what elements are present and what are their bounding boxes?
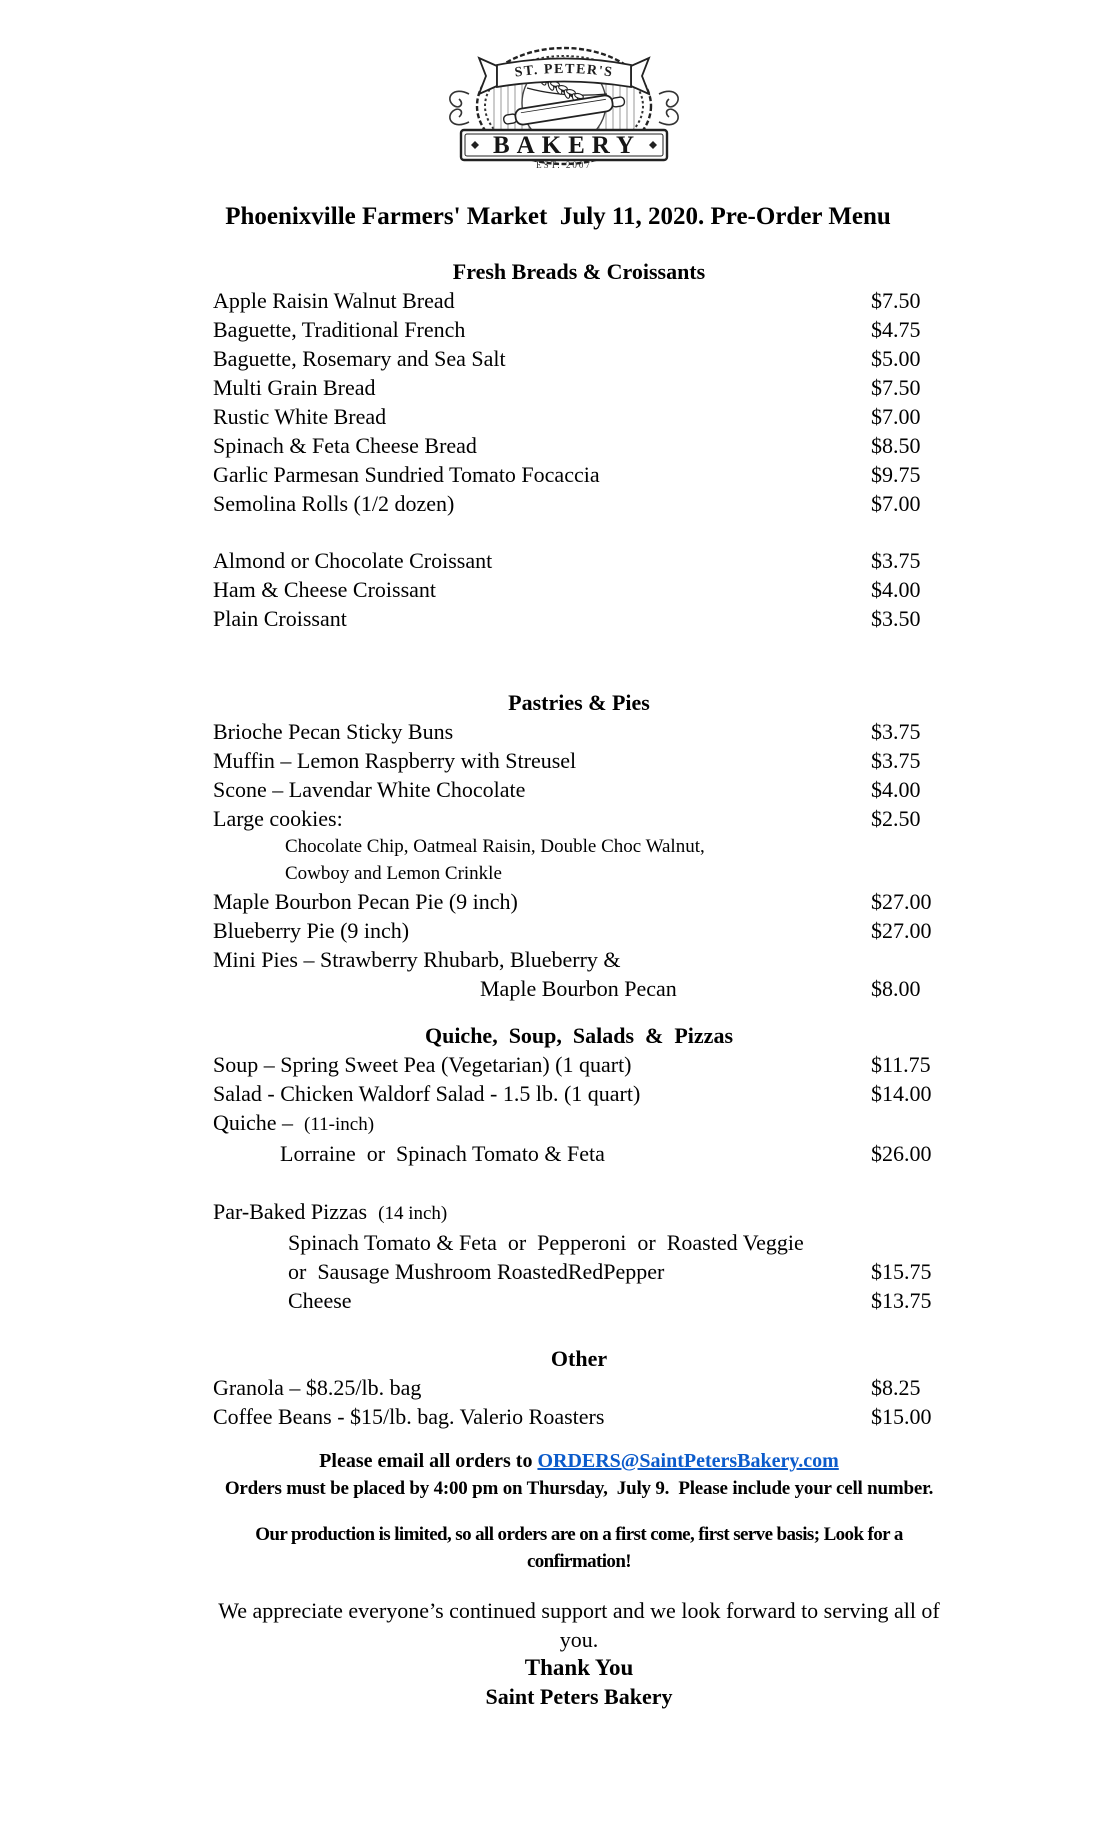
item-name: Ham & Cheese Croissant xyxy=(213,577,437,602)
item-price: $7.00 xyxy=(871,491,921,516)
item-name: Par-Baked Pizzas (14 inch) xyxy=(213,1199,448,1224)
logo-name-top: ST. PETER'S xyxy=(513,61,615,81)
menu-item-row xyxy=(213,575,945,604)
item-price: $4.75 xyxy=(871,317,921,342)
menu-item-row xyxy=(213,286,945,315)
item-price: $3.75 xyxy=(871,548,921,573)
item-name: Semolina Rolls (1/2 dozen) xyxy=(213,491,455,516)
item-name: Lorraine or Spinach Tomato & Feta xyxy=(280,1141,605,1166)
menu-item-row xyxy=(213,1079,945,1108)
menu-item-row xyxy=(213,1228,945,1257)
item-name: Soup – Spring Sweet Pea (Vegetarian) (1 quart) xyxy=(213,1052,632,1077)
item-price: $15.75 xyxy=(871,1259,932,1284)
item-price: $4.00 xyxy=(871,577,921,602)
item-price: $27.00 xyxy=(871,918,932,943)
spacer xyxy=(213,633,945,688)
menu-item-row xyxy=(213,344,945,373)
menu-item-row xyxy=(213,1402,945,1431)
menu-note-row xyxy=(213,833,945,860)
content-column xyxy=(213,257,945,1711)
menu-item-row xyxy=(213,804,945,833)
item-price xyxy=(871,833,945,860)
menu-item-row xyxy=(213,1050,945,1079)
item-price: $3.75 xyxy=(871,719,921,744)
thank-you-line: Thank You xyxy=(524,1655,634,1680)
menu-item-row xyxy=(213,746,945,775)
section-heading: Quiche, Soup, Salads & Pizzas xyxy=(424,1023,734,1048)
item-name: or Sausage Mushroom RoastedRedPepper xyxy=(288,1259,665,1284)
item-price xyxy=(871,1197,945,1228)
item-name: Apple Raisin Walnut Bread xyxy=(213,288,455,313)
bakery-logo xyxy=(439,46,689,170)
page-title: Phoenixville Farmers' Market July 11, 2020. Pre-Order Menu xyxy=(225,203,891,230)
item-name: Granola – $8.25/lb. bag xyxy=(213,1375,422,1400)
flourish-left-icon xyxy=(450,91,469,124)
menu-item-row xyxy=(213,916,945,945)
item-price: $3.75 xyxy=(871,748,921,773)
menu-item-row xyxy=(213,1197,945,1228)
item-price: $8.50 xyxy=(871,433,921,458)
item-price: $8.25 xyxy=(871,1375,921,1400)
item-name: Salad - Chicken Waldorf Salad - 1.5 lb. (1 quart) xyxy=(213,1081,641,1106)
item-price: $13.75 xyxy=(871,1288,932,1313)
item-price: $4.00 xyxy=(871,777,921,802)
item-name: Blueberry Pie (9 inch) xyxy=(213,918,410,943)
menu-rows xyxy=(213,257,945,1431)
footer xyxy=(213,1448,945,1711)
item-name: Multi Grain Bread xyxy=(213,375,376,400)
item-name: Chocolate Chip, Oatmeal Raisin, Double Choc Walnut, xyxy=(285,836,705,857)
menu-item-row xyxy=(213,373,945,402)
menu-item-row xyxy=(213,1286,945,1315)
item-name: Mini Pies – Strawberry Rhubarb, Blueberry & xyxy=(213,947,621,972)
order-email-link[interactable]: ORDERS@SaintPetersBakery.com xyxy=(537,1450,839,1472)
appreciation-line: We appreciate everyone’s continued support and we look forward to serving all of you. xyxy=(218,1598,946,1652)
menu-item-row xyxy=(213,717,945,746)
spacer xyxy=(213,518,945,546)
menu-item-row xyxy=(213,974,945,1003)
item-price: $5.00 xyxy=(871,346,921,371)
item-price xyxy=(871,860,945,887)
logo-container xyxy=(6,0,1116,175)
menu-item-row xyxy=(213,604,945,633)
menu-item-row xyxy=(213,546,945,575)
section-heading: Fresh Breads & Croissants xyxy=(452,259,706,284)
item-price xyxy=(871,945,945,974)
item-name: Cowboy and Lemon Crinkle xyxy=(285,863,502,884)
item-name: Spinach Tomato & Feta or Pepperoni or Roasted Veggie xyxy=(288,1230,804,1255)
menu-item-row xyxy=(213,887,945,916)
menu-item-row xyxy=(213,460,945,489)
item-price: $8.00 xyxy=(871,976,921,1001)
item-name: Almond or Chocolate Croissant xyxy=(213,548,493,573)
order-deadline-line: Orders must be placed by 4:00 pm on Thursday, July 9. Please include your cell number. xyxy=(224,1478,934,1499)
item-price: $7.50 xyxy=(871,288,921,313)
email-instruction-text: Please email all orders to xyxy=(319,1450,538,1472)
item-price: $15.00 xyxy=(871,1404,932,1429)
menu-item-row xyxy=(213,489,945,518)
menu-item-row xyxy=(213,1373,945,1402)
item-name: Garlic Parmesan Sundried Tomato Focaccia xyxy=(213,462,600,487)
item-price: $7.50 xyxy=(871,375,921,400)
item-name: Maple Bourbon Pecan xyxy=(480,976,677,1001)
flourish-right-icon xyxy=(659,91,678,124)
section-heading: Pastries & Pies xyxy=(508,690,650,715)
item-price: $7.00 xyxy=(871,404,921,429)
item-price: $11.75 xyxy=(871,1052,931,1077)
item-price: $3.50 xyxy=(871,606,921,631)
spacer xyxy=(213,1315,945,1344)
menu-item-row xyxy=(213,431,945,460)
email-instruction-line xyxy=(213,1448,945,1475)
menu-item-row xyxy=(213,945,945,974)
item-name: Plain Croissant xyxy=(213,606,347,631)
bakery-plaque xyxy=(461,130,667,160)
item-name: Baguette, Traditional French xyxy=(213,317,466,342)
item-name: Cheese xyxy=(288,1288,352,1313)
menu-item-row xyxy=(213,1257,945,1286)
item-name: Baguette, Rosemary and Sea Salt xyxy=(213,346,506,371)
menu-item-row xyxy=(213,402,945,431)
menu-item-row xyxy=(213,315,945,344)
logo-established: EST. 2007 xyxy=(536,160,592,170)
item-price: $27.00 xyxy=(871,889,932,914)
item-name: Quiche – (11-inch) xyxy=(213,1110,375,1135)
item-name: Coffee Beans - $15/lb. bag. Valerio Roasters xyxy=(213,1404,605,1429)
item-name: Large cookies: xyxy=(213,806,343,831)
item-name: Brioche Pecan Sticky Buns xyxy=(213,719,454,744)
logo-name-main: BAKERY xyxy=(492,132,642,159)
item-price: $9.75 xyxy=(871,462,921,487)
item-size-note: (11-inch) xyxy=(304,1114,375,1135)
menu-note-row xyxy=(213,860,945,887)
signature-line: Saint Peters Bakery xyxy=(485,1684,673,1709)
item-price xyxy=(871,1108,945,1139)
item-name: Rustic White Bread xyxy=(213,404,387,429)
item-name: Spinach & Feta Cheese Bread xyxy=(213,433,477,458)
item-name: Maple Bourbon Pecan Pie (9 inch) xyxy=(213,889,518,914)
menu-item-row xyxy=(213,775,945,804)
item-price xyxy=(871,1228,945,1257)
item-price: $26.00 xyxy=(871,1141,932,1166)
menu-item-row xyxy=(213,1108,945,1139)
item-name: Muffin – Lemon Raspberry with Streusel xyxy=(213,748,577,773)
item-size-note: (14 inch) xyxy=(378,1203,448,1224)
item-name: Scone – Lavendar White Chocolate xyxy=(213,777,526,802)
section-heading: Other xyxy=(550,1346,608,1371)
spacer xyxy=(213,1168,945,1197)
production-note-line: Our production is limited, so all orders are on a first come, first serve basis; Look for a confirmation! xyxy=(255,1524,907,1572)
item-price: $2.50 xyxy=(871,806,921,831)
menu-item-row xyxy=(213,1139,945,1168)
item-price: $14.00 xyxy=(871,1081,932,1106)
